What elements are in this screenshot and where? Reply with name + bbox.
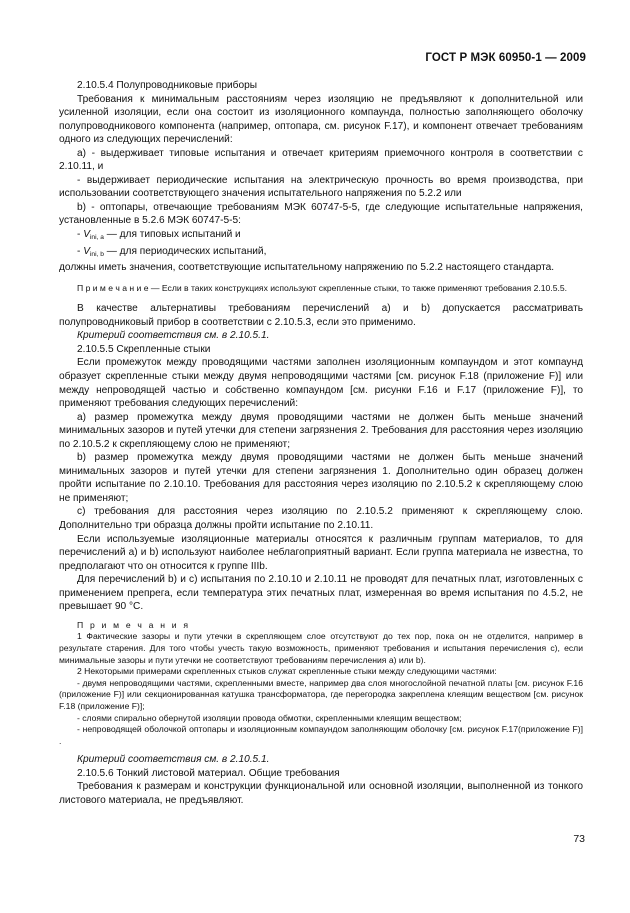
- section-heading: 2.10.5.4 Полупроводниковые приборы: [77, 80, 258, 91]
- document-body: [59, 79, 583, 808]
- list-item: b) - оптопары, отвечающие требованиям МЭК 60747-5-5, где следующие испытательные напряжения, установленные в 5.2.6 МЭК 60747-5-5:: [59, 201, 583, 227]
- section-heading: 2.10.5.5 Скрепленные стыки: [77, 343, 211, 355]
- note: [59, 283, 583, 295]
- list-item: - выдерживает периодические испытания на электрическую прочность во время производства, при использовании соответствующего значения испытательного напряжения по 5.2.2 или: [59, 174, 583, 200]
- paragraph: Если используемые изоляционные материалы относятся к различным группам материалов, то для перечислений а) и b) используют наиболее неблагоприятный вариант. Если группа материала не известна, то предполагают что он относится к группе IIIb.: [59, 533, 583, 572]
- note-text: — Если в таких конструкциях используют скрепленные стыки, то также применяют требования 2.10.5.5.: [148, 282, 568, 293]
- document-header: ГОСТ Р МЭК 60950-1 — 2009: [425, 52, 586, 64]
- note-list-item: - непроводящей оболочкой оптопары и изоляционным компаундом заполняющим оболочку [см. рисунок F.17(приложение F)] .: [59, 724, 583, 746]
- list-item: а) - выдерживает типовые испытания и отвечает критериям приемочного контроля в соответствии с 2.10.11, и: [59, 147, 583, 173]
- voltage-item-a: - $V_{ini, a}$ — для типовых испытаний и: [77, 229, 241, 242]
- paragraph: Для перечислений b) и с) испытания по 2.10.10 и 2.10.11 не проводят для печатных плат, изготовленных с применением препрега, если температура этих печатных плат, измеренная во время испытания по 4.5.2, не превышает 90 °С.: [59, 574, 583, 613]
- list-item: b) размер промежутка между двумя проводящими частями не должен быть меньше значений минимальных зазоров и путей утечки для степени загрязнения 1. Дополнительно один образец должен пройти испытание по 2.10.10. Требования для расстояния через изоляцию по 2.10.5.2 к скрепляющему слою не применяют;: [59, 452, 583, 504]
- paragraph: Если промежуток между проводящими частями заполнен изоляционным компаундом и этот компаунд образует скрепленные стыки между двумя непроводящими частями [см. рисунок F.18 (приложение F)] или между непроводящей частью и собственно компаундом [см. рисунки F.16 и F.17 (приложение F)], то применяют требования следующих перечислений:: [59, 357, 583, 410]
- note-list-item: - двумя непроводящими частями, скрепленными вместе, например два слоя многослойной печатной платы [см. рисунок F.16 (приложение F)] или секционированная катушка трансформатора, где перегородка закреплена клеящим веществом [см. рисунок F.18 (приложение F)];: [59, 677, 583, 711]
- paragraph: Требования к размерам и конструкции функциональной или основной изоляции, выполненной из тонкого листового материала, не предъявляют.: [59, 781, 583, 806]
- list-item: а) размер промежутка между двумя проводящими частями не должен быть меньше значений минимальных зазоров и путей утечки для степени загрязнения 2. Требования для расстояния через изоляцию по 2.10.5.2 к скрепляющему слою не применяют;: [59, 411, 583, 450]
- note-title: П р и м е ч а н и е: [77, 282, 149, 293]
- compliance-criterion: Критерий соответствия см. в 2.10.5.1.: [77, 754, 270, 766]
- notes-title: П р и м е ч а н и я: [77, 619, 191, 630]
- note-list-item: - слоями спирально обернутой изоляции провода обмотки, скрепленными клеящим веществом;: [77, 712, 462, 723]
- paragraph: Требования к минимальным расстояниям через изоляцию не предъявляют к дополнительной или усиленной изоляции, если она состоит из изоляционного компаунда, полностью заполняющего оболочку полупроводникового компонента (например, оптопара, см. рисунок F.17), и компонент отвечает требованиям одного из следующих перечислений:: [59, 93, 583, 146]
- compliance-criterion: Критерий соответствия см. в 2.10.5.1.: [77, 330, 270, 342]
- section-heading: 2.10.5.6 Тонкий листовой материал. Общие требования: [77, 767, 340, 779]
- note: 1 Фактические зазоры и пути утечки в скрепляющем слое отсутствуют до тех пор, пока он не отделится, например в результате старения. Для того чтобы учесть такую возможность, применяют требования и испытания перечисления с), если минимальные зазоры и пути утечки не соответствуют требованиям перечисления а) или b).: [59, 631, 583, 665]
- list-item: с) требования для расстояния через изоляцию по 2.10.5.2 применяют к скрепляющему слою. Дополнительно три образца должны пройти испытание по 2.10.11.: [59, 506, 583, 531]
- page-number: 73: [573, 833, 585, 845]
- voltage-item-b: - $V_{ini, b}$ — для периодических испытаний,: [77, 245, 267, 258]
- note: 2 Некоторыми примерами скрепленных стыков служат скрепленные стыки между следующими частями:: [77, 666, 497, 677]
- paragraph: В качестве альтернативы требованиям перечислений а) и b) допускается рассматривать полупроводниковый прибор в соответствии с 2.10.5.3, если это применимо.: [59, 303, 583, 328]
- paragraph: должны иметь значения, соответствующие испытательному напряжению по 5.2.2 настоящего стандарта.: [59, 262, 555, 274]
